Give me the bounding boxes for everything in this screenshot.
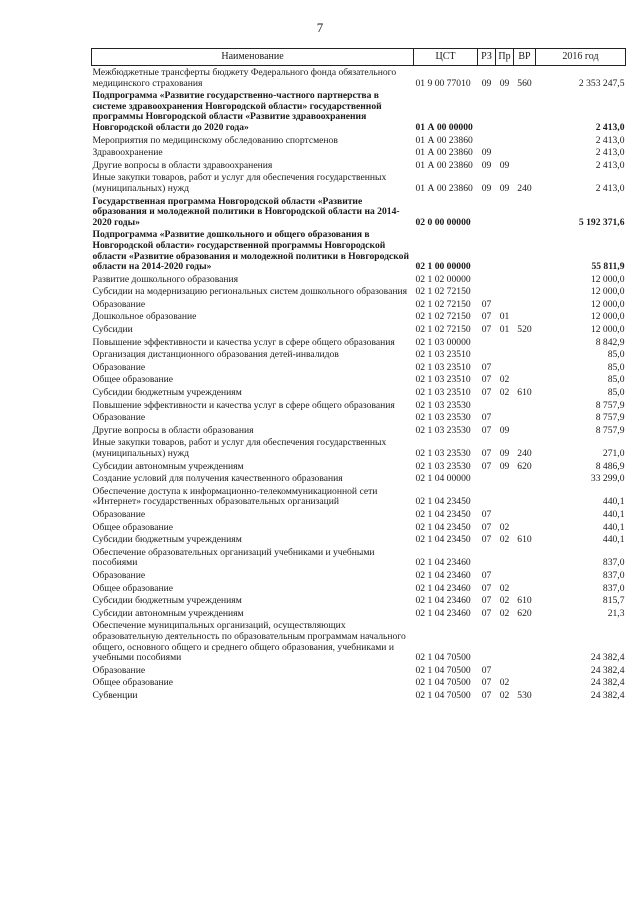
cell-sum: 2 413,0	[595, 134, 625, 146]
header-cst: ЦСТ	[414, 49, 478, 66]
cell-vr	[514, 619, 536, 663]
cell-name: Повышение эффективности и качества услуг в сфере общего образования	[92, 336, 395, 348]
cell-vr: 560	[517, 77, 532, 89]
cell-cst: 02 1 03 23530	[415, 412, 471, 424]
cell-sum: 12 000,0	[590, 298, 625, 310]
cell-pr: 02	[499, 595, 510, 607]
table-row	[92, 323, 626, 336]
cell-cst: 01 А 00 23860	[415, 159, 473, 171]
cell-rz: 07	[481, 298, 492, 310]
cell-sum: 8 757,9	[595, 412, 625, 424]
cell-name: Образование	[92, 298, 146, 310]
cell-pr	[496, 298, 514, 311]
cell-cst: 02 1 03 23510	[415, 349, 471, 361]
cell-sum: 815,7	[602, 595, 625, 607]
cell-sum: 24 382,4	[590, 677, 625, 689]
table-row	[92, 472, 626, 485]
cell-vr	[514, 159, 536, 172]
cell-pr	[496, 146, 514, 159]
cell-cst: 02 1 04 70500	[415, 664, 471, 676]
page-number: 7	[316, 20, 324, 35]
cell-name: Общее образование	[92, 374, 174, 386]
header-pr: Пр	[496, 49, 514, 66]
table-row	[92, 66, 626, 90]
table-row	[92, 460, 626, 473]
cell-sum: 440,1	[602, 496, 625, 508]
cell-sum: 8 757,9	[595, 424, 625, 436]
cell-vr	[514, 134, 536, 147]
cell-sum: 837,0	[602, 569, 625, 581]
cell-sum: 55 811,9	[591, 261, 625, 273]
cell-name: Субсидии автономным учреждениям	[92, 460, 244, 472]
cell-name: Субсидии бюджетным учреждениям	[92, 534, 242, 546]
cell-cst: 02 1 04 23460	[415, 569, 471, 581]
cell-rz: 07	[481, 569, 492, 581]
cell-pr: 01	[499, 311, 510, 323]
cell-rz: 07	[481, 387, 492, 399]
cell-sum: 2 413,0	[595, 147, 625, 159]
cell-pr	[496, 485, 514, 508]
cell-vr: 610	[517, 534, 532, 546]
cell-cst: 02 1 04 70500	[415, 677, 471, 689]
cell-pr	[496, 361, 514, 374]
cell-vr	[514, 521, 536, 534]
cell-cst: 01 А 00 23860	[415, 182, 473, 194]
cell-vr	[514, 399, 536, 412]
cell-sum: 24 382,4	[590, 664, 625, 676]
cell-vr: 620	[517, 460, 532, 472]
cell-name: Общее образование	[92, 677, 174, 689]
cell-rz: 07	[481, 595, 492, 607]
cell-rz: 07	[481, 448, 492, 459]
cell-name: Здравоохранение	[92, 147, 163, 159]
cell-name: Другие вопросы в области образования	[92, 424, 254, 436]
cell-sum: 21,3	[607, 607, 625, 619]
cell-pr	[496, 664, 514, 677]
cell-name: Образование	[92, 664, 146, 676]
cell-vr	[514, 273, 536, 286]
cell-pr: 09	[499, 182, 510, 194]
cell-name: Дошкольное образование	[92, 311, 197, 323]
cell-cst: 02 1 03 23510	[415, 374, 471, 386]
cell-name: Подпрограмма «Развитие государственно-частного партнерства в системе здравоохранения Новгородской области» государственной программы Новгородской области «Развитие здравоохранения Новгородской области до 2020 года»	[92, 90, 382, 133]
cell-rz: 07	[481, 324, 492, 336]
table-row	[92, 594, 626, 607]
table-row	[92, 348, 626, 361]
cell-rz: 07	[481, 677, 492, 689]
table-row	[92, 134, 626, 147]
table-row	[92, 386, 626, 399]
budget-table	[91, 48, 626, 701]
cell-pr	[496, 411, 514, 424]
table-row	[92, 228, 626, 272]
cell-sum: 5 192 371,6	[578, 216, 625, 228]
cell-cst: 02 1 03 23530	[415, 399, 471, 411]
cell-pr: 02	[499, 607, 510, 619]
table-row	[92, 336, 626, 349]
cell-pr	[496, 228, 514, 272]
cell-name: Общее образование	[92, 521, 174, 533]
cell-name: Образование	[92, 412, 146, 424]
table-row	[92, 676, 626, 689]
cell-pr	[496, 195, 514, 229]
cell-name: Иные закупки товаров, работ и услуг для обеспечения государственных (муниципальных) нужд	[92, 437, 387, 459]
cell-name: Создание условий для получения качественного образования	[92, 473, 343, 485]
cell-sum: 12 000,0	[590, 273, 625, 285]
cell-vr	[514, 676, 536, 689]
cell-sum: 2 413,0	[595, 121, 625, 133]
cell-rz: 07	[481, 664, 492, 676]
cell-vr	[514, 508, 536, 521]
cell-cst: 02 1 02 72150	[415, 311, 471, 323]
cell-name: Субсидии автономным учреждениям	[92, 607, 244, 619]
table-body	[92, 66, 626, 702]
cell-vr: 620	[517, 607, 532, 619]
cell-vr: 240	[517, 448, 532, 459]
cell-sum: 12 000,0	[590, 311, 625, 323]
cell-rz: 09	[481, 159, 492, 171]
cell-rz: 07	[481, 311, 492, 323]
cell-cst: 02 1 02 72150	[415, 286, 471, 298]
cell-name: Организация дистанционного образования детей-инвалидов	[92, 349, 339, 361]
cell-rz	[478, 285, 496, 298]
cell-name: Субвенции	[92, 689, 138, 701]
cell-sum: 440,1	[602, 534, 625, 546]
cell-cst: 01 9 00 77010	[415, 77, 471, 89]
cell-rz: 07	[481, 689, 492, 701]
cell-vr: 610	[517, 387, 532, 399]
cell-pr: 09	[499, 460, 510, 472]
cell-sum: 24 382,4	[590, 652, 625, 664]
cell-cst: 01 А 00 23860	[415, 147, 473, 159]
cell-rz	[478, 336, 496, 349]
table-row	[92, 546, 626, 569]
header-sum: 2016 год	[536, 49, 626, 66]
cell-cst: 02 1 04 00000	[415, 473, 471, 485]
cell-rz: 09	[481, 77, 492, 89]
cell-name: Мероприятия по медицинскому обследованию спортсменов	[92, 134, 338, 146]
cell-name: Общее образование	[92, 582, 174, 594]
cell-pr	[496, 619, 514, 663]
cell-vr	[514, 569, 536, 582]
cell-name: Образование	[92, 361, 146, 373]
table-row	[92, 146, 626, 159]
cell-rz: 07	[481, 361, 492, 373]
cell-pr	[496, 348, 514, 361]
cell-sum: 12 000,0	[590, 286, 625, 298]
table-row	[92, 521, 626, 534]
cell-pr	[496, 285, 514, 298]
cell-name: Обеспечение доступа к информационно-телекоммуникационной сети «Интернет» государственных образовательных организаций	[92, 485, 378, 508]
cell-sum: 33 299,0	[590, 473, 625, 485]
cell-rz	[478, 472, 496, 485]
cell-cst: 02 1 02 72150	[415, 324, 471, 336]
cell-rz	[478, 348, 496, 361]
cell-sum: 440,1	[602, 521, 625, 533]
table-row	[92, 664, 626, 677]
cell-vr: 530	[517, 689, 532, 701]
cell-vr	[514, 348, 536, 361]
cell-rz	[478, 89, 496, 133]
cell-rz	[478, 485, 496, 508]
cell-cst: 02 0 00 00000	[415, 216, 471, 228]
cell-name: Иные закупки товаров, работ и услуг для обеспечения государственных (муниципальных) нужд	[92, 172, 387, 194]
table-row	[92, 485, 626, 508]
cell-rz: 09	[481, 182, 492, 194]
cell-name: Субсидии	[92, 324, 133, 336]
cell-vr	[514, 373, 536, 386]
cell-sum: 8 842,9	[595, 336, 625, 348]
cell-pr	[496, 399, 514, 412]
cell-rz: 07	[481, 374, 492, 386]
cell-sum: 440,1	[602, 508, 625, 520]
cell-vr	[514, 285, 536, 298]
cell-vr	[514, 582, 536, 595]
table-row	[92, 508, 626, 521]
cell-pr: 02	[499, 689, 510, 701]
cell-pr	[496, 472, 514, 485]
cell-pr	[496, 336, 514, 349]
cell-sum: 8 486,9	[595, 460, 625, 472]
cell-sum: 2 413,0	[595, 159, 625, 171]
cell-vr	[514, 195, 536, 229]
table-row	[92, 171, 626, 194]
cell-pr: 09	[499, 77, 510, 89]
cell-cst: 02 1 04 70500	[415, 652, 471, 664]
cell-pr	[496, 89, 514, 133]
cell-rz: 07	[481, 508, 492, 520]
cell-cst: 01 А 00 00000	[415, 121, 473, 133]
cell-cst: 02 1 02 00000	[415, 273, 471, 285]
cell-vr	[514, 228, 536, 272]
cell-cst: 02 1 04 70500	[415, 689, 471, 701]
cell-name: Межбюджетные трансферты бюджету Федерального фонда обязательного медицинского страхования	[92, 67, 397, 89]
header-name: Наименование	[92, 49, 414, 66]
table-row	[92, 361, 626, 374]
cell-cst: 02 1 03 23510	[415, 387, 471, 399]
cell-pr: 02	[499, 582, 510, 594]
cell-cst: 02 1 03 23530	[415, 448, 471, 459]
cell-cst: 02 1 04 23460	[415, 557, 471, 569]
cell-cst: 02 1 00 00000	[415, 261, 471, 273]
table-row	[92, 285, 626, 298]
cell-pr: 09	[499, 424, 510, 436]
cell-vr	[514, 146, 536, 159]
table-row	[92, 569, 626, 582]
cell-cst: 02 1 02 72150	[415, 298, 471, 310]
table-row	[92, 424, 626, 437]
cell-name: Другие вопросы в области здравоохранения	[92, 159, 273, 171]
cell-vr: 240	[517, 182, 532, 194]
cell-name: Государственная программа Новгородской области «Развитие образования и молодежной политики в Новгородской области на 2014-2020 годы»	[92, 195, 400, 228]
cell-sum: 271,0	[602, 448, 625, 459]
cell-pr: 02	[499, 677, 510, 689]
cell-sum: 837,0	[602, 582, 625, 594]
cell-vr	[514, 411, 536, 424]
cell-vr	[514, 336, 536, 349]
table-row	[92, 582, 626, 595]
cell-pr: 09	[499, 159, 510, 171]
cell-name: Образование	[92, 508, 146, 520]
table-row	[92, 298, 626, 311]
cell-name: Повышение эффективности и качества услуг в сфере общего образования	[92, 399, 395, 411]
cell-rz: 07	[481, 607, 492, 619]
table-row	[92, 436, 626, 459]
table-row	[92, 619, 626, 663]
cell-rz: 07	[481, 582, 492, 594]
cell-pr: 02	[499, 374, 510, 386]
cell-sum: 85,0	[607, 374, 625, 386]
cell-pr	[496, 508, 514, 521]
cell-rz	[478, 228, 496, 272]
cell-vr	[514, 546, 536, 569]
cell-rz: 07	[481, 412, 492, 424]
table-row	[92, 411, 626, 424]
cell-cst: 02 1 03 23530	[415, 424, 471, 436]
cell-rz	[478, 134, 496, 147]
cell-vr	[514, 361, 536, 374]
cell-vr	[514, 485, 536, 508]
cell-cst: 02 1 03 00000	[415, 336, 471, 348]
table-row	[92, 89, 626, 133]
cell-sum: 85,0	[607, 361, 625, 373]
cell-name: Развитие дошкольного образования	[92, 273, 239, 285]
cell-cst: 02 1 04 23450	[415, 508, 471, 520]
table-header	[92, 49, 626, 66]
cell-pr: 02	[499, 534, 510, 546]
cell-vr	[514, 298, 536, 311]
table-row	[92, 689, 626, 702]
header-rz: РЗ	[478, 49, 496, 66]
table-row	[92, 273, 626, 286]
cell-pr: 01	[499, 324, 510, 336]
cell-pr	[496, 134, 514, 147]
cell-pr	[496, 569, 514, 582]
cell-rz	[478, 619, 496, 663]
cell-sum: 85,0	[607, 387, 625, 399]
cell-cst: 02 1 04 23460	[415, 582, 471, 594]
cell-cst: 02 1 03 23510	[415, 361, 471, 373]
table-row	[92, 533, 626, 546]
table-row	[92, 399, 626, 412]
cell-rz: 09	[481, 147, 492, 159]
cell-vr: 610	[517, 595, 532, 607]
cell-sum: 8 757,9	[595, 399, 625, 411]
cell-cst: 02 1 04 23460	[415, 595, 471, 607]
table-row	[92, 373, 626, 386]
cell-sum: 837,0	[602, 557, 625, 569]
cell-name: Подпрограмма «Развитие дошкольного и общего образования в Новгородской области» государственной программы Новгородской области «Развитие образования и молодежной политики в Новгородской области на 2014-2020 годы»	[92, 229, 409, 273]
cell-cst: 02 1 04 23460	[415, 607, 471, 619]
cell-rz: 07	[481, 424, 492, 436]
cell-sum: 12 000,0	[590, 324, 625, 336]
cell-vr	[514, 472, 536, 485]
cell-vr	[514, 89, 536, 133]
table-row	[92, 195, 626, 229]
cell-name: Субсидии бюджетным учреждениям	[92, 595, 242, 607]
cell-cst: 02 1 04 23450	[415, 521, 471, 533]
cell-sum: 85,0	[607, 349, 625, 361]
cell-rz	[478, 546, 496, 569]
cell-sum: 2 353 247,5	[578, 77, 625, 89]
cell-cst: 02 1 04 23450	[415, 496, 471, 508]
table-row	[92, 159, 626, 172]
cell-rz: 07	[481, 460, 492, 472]
header-vr: ВР	[514, 49, 536, 66]
cell-vr	[514, 424, 536, 437]
cell-name: Образование	[92, 569, 146, 581]
table-row	[92, 310, 626, 323]
cell-vr	[514, 310, 536, 323]
cell-vr	[514, 664, 536, 677]
cell-pr	[496, 273, 514, 286]
cell-vr: 520	[517, 324, 532, 336]
cell-sum: 2 413,0	[595, 182, 625, 194]
cell-cst: 02 1 04 23450	[415, 534, 471, 546]
cell-rz: 07	[481, 534, 492, 546]
cell-name: Обеспечение муниципальных организаций, осуществляющих образовательную деятельность по образовательным программам начального общего, основного общего и среднего общего образования, учебниками и учебными пособиями	[92, 620, 406, 664]
cell-cst: 01 А 00 23860	[415, 134, 473, 146]
cell-pr: 09	[499, 448, 510, 459]
cell-rz: 07	[481, 521, 492, 533]
cell-name: Субсидии на модернизацию региональных систем дошкольного образования	[92, 286, 408, 298]
cell-pr	[496, 546, 514, 569]
cell-sum: 24 382,4	[590, 689, 625, 701]
cell-pr: 02	[499, 387, 510, 399]
cell-name: Обеспечение образовательных организаций учебниками и учебными пособиями	[92, 546, 375, 569]
cell-rz	[478, 399, 496, 412]
table-row	[92, 607, 626, 620]
cell-name: Субсидии бюджетным учреждениям	[92, 387, 242, 399]
cell-pr: 02	[499, 521, 510, 533]
cell-rz	[478, 195, 496, 229]
cell-rz	[478, 273, 496, 286]
cell-cst: 02 1 03 23530	[415, 460, 471, 472]
